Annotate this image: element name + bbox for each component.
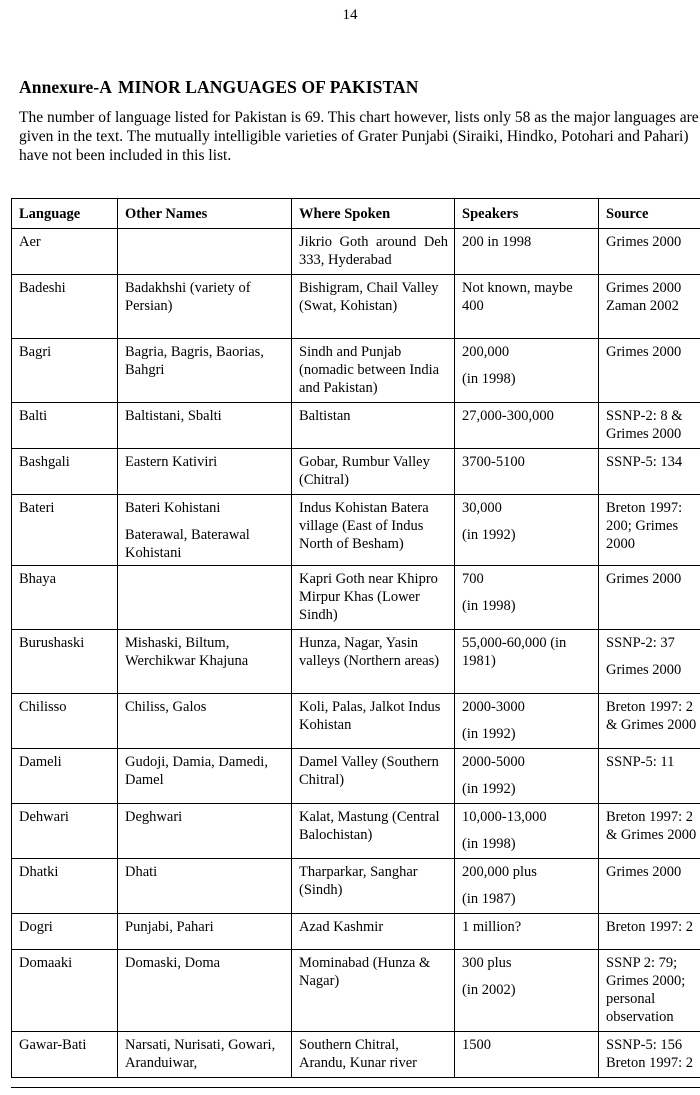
- cell-speakers-line: 200,000: [462, 344, 510, 360]
- cell-speakers: [455, 1032, 599, 1078]
- cell-where-spoken: [292, 229, 455, 275]
- cell-source-line: SSNP-5: 134: [606, 454, 683, 470]
- cell-other-names-line: Punjabi, Pahari: [125, 919, 214, 935]
- table-row: [12, 1032, 700, 1078]
- cell-speakers: [455, 229, 599, 275]
- cell-source-line: SSNP-2: 8 & Grimes 2000: [606, 408, 683, 442]
- cell-other-names: [118, 749, 292, 804]
- cell-source: [599, 275, 700, 339]
- cell-speakers-line: 2000-3000: [462, 699, 525, 715]
- cell-source-line: Grimes 2000: [606, 662, 682, 678]
- table-row: [12, 403, 700, 449]
- cell-source-line: SSNP-5: 156 Breton 1997: 2: [606, 1037, 693, 1071]
- cell-speakers: [455, 950, 599, 1032]
- cell-language: Dogri: [12, 914, 118, 950]
- header-source: Source: [599, 199, 700, 229]
- cell-where-spoken-line: Baltistan: [299, 408, 351, 424]
- cell-language: Aer: [12, 229, 118, 275]
- cell-other-names: [118, 449, 292, 495]
- languages-table: [11, 198, 700, 1078]
- cell-language: Badeshi: [12, 275, 118, 339]
- cell-other-names: [118, 229, 292, 275]
- cell-speakers: [455, 275, 599, 339]
- cell-other-names-line: Domaski, Doma: [125, 955, 221, 971]
- cell-other-names: [118, 694, 292, 749]
- cell-where-spoken: [292, 495, 455, 566]
- cell-where-spoken-line: Kapri Goth near Khipro Mirpur Khas (Lower Sindh): [299, 571, 438, 623]
- cell-other-names-line: Narsati, Nurisati, Gowari, Aranduiwar,: [125, 1037, 276, 1071]
- cell-where-spoken: [292, 275, 455, 339]
- cell-where-spoken: [292, 339, 455, 403]
- table-row: [12, 914, 700, 950]
- table-row: [12, 694, 700, 749]
- page-bottom-rule: [11, 1087, 700, 1088]
- cell-source: [599, 339, 700, 403]
- cell-speakers: [455, 694, 599, 749]
- cell-other-names: [118, 804, 292, 859]
- cell-where-spoken-line: Hunza, Nagar, Yasin valleys (Northern areas): [299, 635, 440, 669]
- cell-source-line: Breton 1997: 2: [606, 919, 693, 935]
- cell-language: Dameli: [12, 749, 118, 804]
- cell-language: Bhaya: [12, 566, 118, 630]
- cell-source: [599, 449, 700, 495]
- cell-other-names: [118, 630, 292, 694]
- cell-source-line: Grimes 2000: [606, 864, 682, 880]
- table-row: [12, 275, 700, 339]
- cell-speakers-line: 55,000-60,000 (in 1981): [462, 635, 567, 669]
- cell-language: Bagri: [12, 339, 118, 403]
- annexure-title: MINOR LANGUAGES OF PAKISTAN: [118, 77, 419, 97]
- cell-speakers: [455, 339, 599, 403]
- cell-speakers-line: (in 1998): [462, 371, 516, 387]
- cell-language: Bashgali: [12, 449, 118, 495]
- cell-source-line: Grimes 2000 Zaman 2002: [606, 280, 682, 314]
- page-number: 14: [342, 7, 358, 23]
- table-row: [12, 229, 700, 275]
- table-row: [12, 749, 700, 804]
- cell-where-spoken-line: Bishigram, Chail Valley (Swat, Kohistan): [299, 280, 439, 314]
- cell-speakers-line: (in 1992): [462, 527, 516, 543]
- cell-speakers-line: Not known, maybe 400: [462, 280, 573, 314]
- cell-speakers: [455, 495, 599, 566]
- cell-where-spoken: [292, 694, 455, 749]
- cell-where-spoken: [292, 630, 455, 694]
- cell-source-line: Grimes 2000: [606, 571, 682, 587]
- cell-other-names: [118, 495, 292, 566]
- cell-speakers: [455, 403, 599, 449]
- cell-other-names-line: Eastern Kativiri: [125, 454, 218, 470]
- cell-language: Dehwari: [12, 804, 118, 859]
- intro-paragraph: The number of language listed for Pakistan is 69. This chart however, lists only 58 as the major languages are given in the text. The mutually intelligible varieties of Grater Punjabi (Siraiki, Hindko, Potohari and Pahari) have not been included in this list.: [19, 109, 699, 164]
- cell-where-spoken-line: Kalat, Mastung (Central Balochistan): [299, 809, 440, 843]
- table-row: [12, 495, 700, 566]
- header-language: Language: [12, 199, 118, 229]
- cell-where-spoken-line: Jikrio Goth around Deh 333, Hyderabad: [299, 234, 448, 268]
- cell-speakers-line: 300 plus: [462, 955, 512, 971]
- table-row: [12, 566, 700, 630]
- cell-speakers-line: (in 1987): [462, 891, 516, 907]
- cell-where-spoken: [292, 859, 455, 914]
- cell-other-names: [118, 566, 292, 630]
- cell-where-spoken: [292, 804, 455, 859]
- cell-language: Gawar-Bati: [12, 1032, 118, 1078]
- cell-other-names-line: Gudoji, Damia, Damedi, Damel: [125, 754, 268, 788]
- cell-where-spoken-line: Mominabad (Hunza & Nagar): [299, 955, 431, 989]
- cell-speakers-line: (in 1992): [462, 781, 516, 797]
- cell-speakers-line: 3700-5100: [462, 454, 525, 470]
- cell-language: Chilisso: [12, 694, 118, 749]
- cell-where-spoken-line: Azad Kashmir: [299, 919, 384, 935]
- cell-language: Bateri: [12, 495, 118, 566]
- cell-speakers-line: (in 1998): [462, 836, 516, 852]
- cell-speakers-line: 10,000-13,000: [462, 809, 547, 825]
- cell-source: [599, 914, 700, 950]
- cell-where-spoken-line: Sindh and Punjab (nomadic between India and Pakistan): [299, 344, 440, 396]
- cell-source: [599, 859, 700, 914]
- annexure-label: Annexure-A: [19, 77, 113, 97]
- cell-speakers-line: 27,000-300,000: [462, 408, 554, 424]
- cell-other-names-line: Mishaski, Biltum, Werchikwar Khajuna: [125, 635, 249, 669]
- cell-source-line: Grimes 2000: [606, 344, 682, 360]
- cell-other-names-line: Dhati: [125, 864, 158, 880]
- table-body: [12, 229, 700, 1078]
- cell-where-spoken: [292, 950, 455, 1032]
- cell-speakers-line: (in 2002): [462, 982, 516, 998]
- cell-speakers-line: 200,000 plus: [462, 864, 537, 880]
- cell-other-names: [118, 950, 292, 1032]
- cell-speakers: [455, 630, 599, 694]
- cell-other-names: [118, 859, 292, 914]
- cell-other-names: [118, 1032, 292, 1078]
- cell-source-line: Grimes 2000: [606, 234, 682, 250]
- annexure-heading: [19, 77, 418, 98]
- cell-other-names: [118, 403, 292, 449]
- cell-where-spoken: [292, 749, 455, 804]
- cell-where-spoken: [292, 566, 455, 630]
- table-row: [12, 449, 700, 495]
- cell-language: Burushaski: [12, 630, 118, 694]
- header-speakers: Speakers: [455, 199, 599, 229]
- cell-source: [599, 566, 700, 630]
- cell-source: [599, 804, 700, 859]
- cell-source: [599, 229, 700, 275]
- cell-speakers: [455, 804, 599, 859]
- cell-speakers: [455, 859, 599, 914]
- cell-speakers-line: (in 1992): [462, 726, 516, 742]
- cell-source: [599, 1032, 700, 1078]
- cell-speakers-line: 1 million?: [462, 919, 522, 935]
- cell-other-names-line: Baterawal, Baterawal Kohistani: [125, 527, 250, 561]
- cell-other-names: [118, 914, 292, 950]
- cell-source-line: SSNP 2: 79; Grimes 2000; personal observation: [606, 955, 686, 1025]
- table-row: [12, 339, 700, 403]
- cell-other-names-line: Chiliss, Galos: [125, 699, 207, 715]
- cell-speakers: [455, 449, 599, 495]
- cell-source: [599, 749, 700, 804]
- cell-source-line: SSNP-5: 11: [606, 754, 675, 770]
- cell-language: Balti: [12, 403, 118, 449]
- cell-speakers-line: 200 in 1998: [462, 234, 532, 250]
- cell-where-spoken-line: Southern Chitral, Arandu, Kunar river: [299, 1037, 417, 1071]
- cell-source: [599, 495, 700, 566]
- cell-language: Dhatki: [12, 859, 118, 914]
- cell-other-names-line: Baltistani, Sbalti: [125, 408, 222, 424]
- cell-speakers: [455, 566, 599, 630]
- cell-source-line: SSNP-2: 37: [606, 635, 675, 651]
- table-header-row: [12, 199, 700, 229]
- header-other-names: Other Names: [118, 199, 292, 229]
- cell-other-names-line: Bateri Kohistani: [125, 500, 221, 516]
- cell-source: [599, 694, 700, 749]
- cell-source-line: Breton 1997: 2 & Grimes 2000: [606, 699, 697, 733]
- cell-where-spoken-line: Indus Kohistan Batera village (East of Indus North of Besham): [299, 500, 429, 552]
- cell-where-spoken: [292, 449, 455, 495]
- table-row: [12, 859, 700, 914]
- cell-where-spoken: [292, 1032, 455, 1078]
- cell-source-line: Breton 1997: 2 & Grimes 2000: [606, 809, 697, 843]
- cell-source: [599, 950, 700, 1032]
- header-where-spoken: Where Spoken: [292, 199, 455, 229]
- cell-where-spoken: [292, 914, 455, 950]
- cell-speakers-line: 1500: [462, 1037, 491, 1053]
- languages-table-container: [11, 198, 700, 1078]
- table-row: [12, 630, 700, 694]
- cell-other-names-line: Badakhshi (variety of Persian): [125, 280, 251, 314]
- cell-other-names: [118, 275, 292, 339]
- cell-where-spoken-line: Koli, Palas, Jalkot Indus Kohistan: [299, 699, 441, 733]
- cell-speakers-line: (in 1998): [462, 598, 516, 614]
- table-row: [12, 804, 700, 859]
- cell-source: [599, 403, 700, 449]
- cell-other-names-line: Deghwari: [125, 809, 183, 825]
- cell-where-spoken-line: Tharparkar, Sanghar (Sindh): [299, 864, 418, 898]
- table-row: [12, 950, 700, 1032]
- cell-where-spoken-line: Damel Valley (Southern Chitral): [299, 754, 439, 788]
- cell-other-names: [118, 339, 292, 403]
- cell-speakers-line: 2000-5000: [462, 754, 525, 770]
- cell-other-names-line: Bagria, Bagris, Baorias, Bahgri: [125, 344, 264, 378]
- cell-speakers: [455, 914, 599, 950]
- cell-language: Domaaki: [12, 950, 118, 1032]
- cell-source-line: Breton 1997: 200; Grimes 2000: [606, 500, 683, 552]
- cell-source: [599, 630, 700, 694]
- cell-speakers-line: 30,000: [462, 500, 502, 516]
- cell-where-spoken: [292, 403, 455, 449]
- cell-where-spoken-line: Gobar, Rumbur Valley (Chitral): [299, 454, 430, 488]
- cell-speakers-line: 700: [462, 571, 484, 587]
- cell-speakers: [455, 749, 599, 804]
